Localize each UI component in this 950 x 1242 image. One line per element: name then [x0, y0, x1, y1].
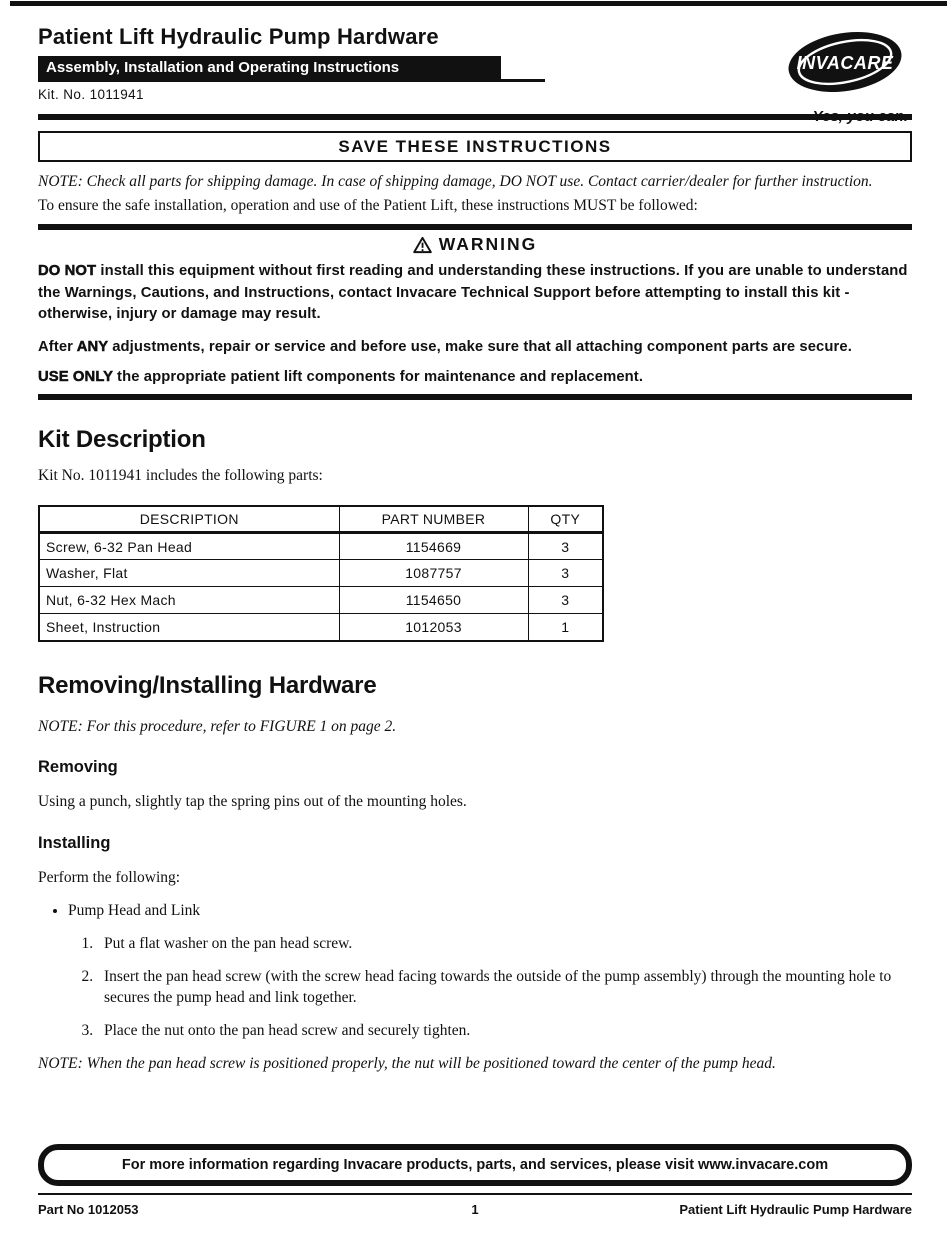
installing-steps-list — [38, 933, 912, 1041]
more-info-banner — [38, 1144, 912, 1186]
cell-part-number: 1154650 — [339, 587, 528, 614]
footer-doc-title: Patient Lift Hydraulic Pump Hardware — [679, 1202, 912, 1217]
more-info-text: For more information regarding Invacare products, parts, and services, please visit www.invacare.com — [121, 1157, 829, 1173]
list-item: 1. Put a flat washer on the pan head screw. — [97, 933, 912, 954]
cell-part-number: 1012053 — [339, 614, 528, 641]
procedure-note: NOTE: For this procedure, refer to FIGURE 1 on page 2. — [38, 717, 397, 735]
warning-paragraph: USE ONLY the appropriate patient lift components for maintenance and replacement. — [38, 369, 644, 385]
warning-title: WARNING — [438, 234, 538, 254]
cell-description: Washer, Flat — [39, 560, 339, 587]
installing-bullet-list — [38, 901, 912, 921]
logo-tagline: Yes, you can. — [812, 108, 908, 125]
divider-rule — [38, 394, 912, 400]
table-row — [39, 614, 603, 641]
footer — [38, 1202, 912, 1217]
warning-paragraph: After ANY adjustments, repair or service and before use, make sure that all attaching component parts are secure. — [38, 338, 852, 355]
cell-part-number: 1087757 — [339, 560, 528, 587]
table-row — [39, 533, 603, 560]
cell-qty: 3 — [528, 560, 603, 587]
list-item: 2. Insert the pan head screw (with the screw head facing towards the outside of the pump assembly) through the mounting hole to secures the pump head and link together. — [97, 966, 912, 1008]
cell-qty: 3 — [528, 533, 603, 560]
warning-triangle-icon — [413, 236, 432, 254]
divider-rule — [38, 224, 912, 230]
logo-text: INVACARE — [796, 53, 894, 73]
removing-subheading: Removing — [38, 757, 118, 776]
removing-body: Using a punch, slightly tap the spring pins out of the mounting holes. — [38, 792, 467, 810]
subtitle-bar — [38, 56, 501, 79]
save-instructions-banner — [38, 131, 912, 162]
table-row — [39, 587, 603, 614]
table-row — [39, 560, 603, 587]
footer-rule — [38, 1193, 912, 1195]
removing-installing-heading: Removing/Installing Hardware — [38, 671, 377, 699]
parts-table-header — [39, 506, 603, 533]
invacare-logo-icon — [784, 29, 906, 101]
page-title: Patient Lift Hydraulic Pump Hardware — [38, 24, 439, 49]
page-number: 1 — [471, 1202, 479, 1217]
shipping-note: NOTE: Check all parts for shipping damage. In case of shipping damage, DO NOT use. Contact carrier/dealer for further instruction. — [38, 173, 873, 190]
top-rule — [10, 1, 947, 6]
cell-description: Nut, 6-32 Hex Mach — [39, 587, 339, 614]
installing-subheading: Installing — [38, 833, 111, 852]
col-header-description: DESCRIPTION — [39, 506, 339, 533]
list-item: 3. Place the nut onto the pan head screw and securely tighten. — [97, 1020, 912, 1041]
col-header-part-number: PART NUMBER — [339, 506, 528, 533]
subtitle-underline — [38, 56, 545, 82]
warning-heading — [38, 234, 912, 255]
kit-description-intro: Kit No. 1011941 includes the following parts: — [38, 466, 323, 484]
footer-part-no: Part No 1012053 — [38, 1202, 139, 1217]
cell-qty: 1 — [528, 614, 603, 641]
cell-part-number: 1154669 — [339, 533, 528, 560]
cell-qty: 3 — [528, 587, 603, 614]
subtitle-text: Assembly, Installation and Operating Instructions — [46, 59, 400, 76]
cell-description: Screw, 6-32 Pan Head — [39, 533, 339, 560]
installing-intro: Perform the following: — [38, 868, 181, 886]
parts-table — [38, 505, 604, 642]
positioning-note: NOTE: When the pan head screw is positioned properly, the nut will be positioned toward the center of the pump head. — [38, 1054, 776, 1072]
cell-description: Sheet, Instruction — [39, 614, 339, 641]
list-item: • Pump Head and Link — [68, 901, 912, 921]
kit-number: Kit. No. 1011941 — [38, 87, 144, 102]
warning-paragraph: DO NOT install this equipment without first reading and understanding these instructions. If you are unable to understand the Warnings, Cautions, and Instructions, contact Invacare Technical Support before attempting to install this kit - otherwise, injury or damage may result. — [38, 263, 908, 322]
col-header-qty: QTY — [528, 506, 603, 533]
invacare-logo — [780, 29, 910, 125]
save-instructions-text: SAVE THESE INSTRUCTIONS — [338, 136, 612, 156]
kit-description-heading: Kit Description — [38, 425, 206, 453]
ensure-line: To ensure the safe installation, operation and use of the Patient Lift, these instructions MUST be followed: — [38, 197, 698, 214]
document-header — [38, 24, 912, 125]
